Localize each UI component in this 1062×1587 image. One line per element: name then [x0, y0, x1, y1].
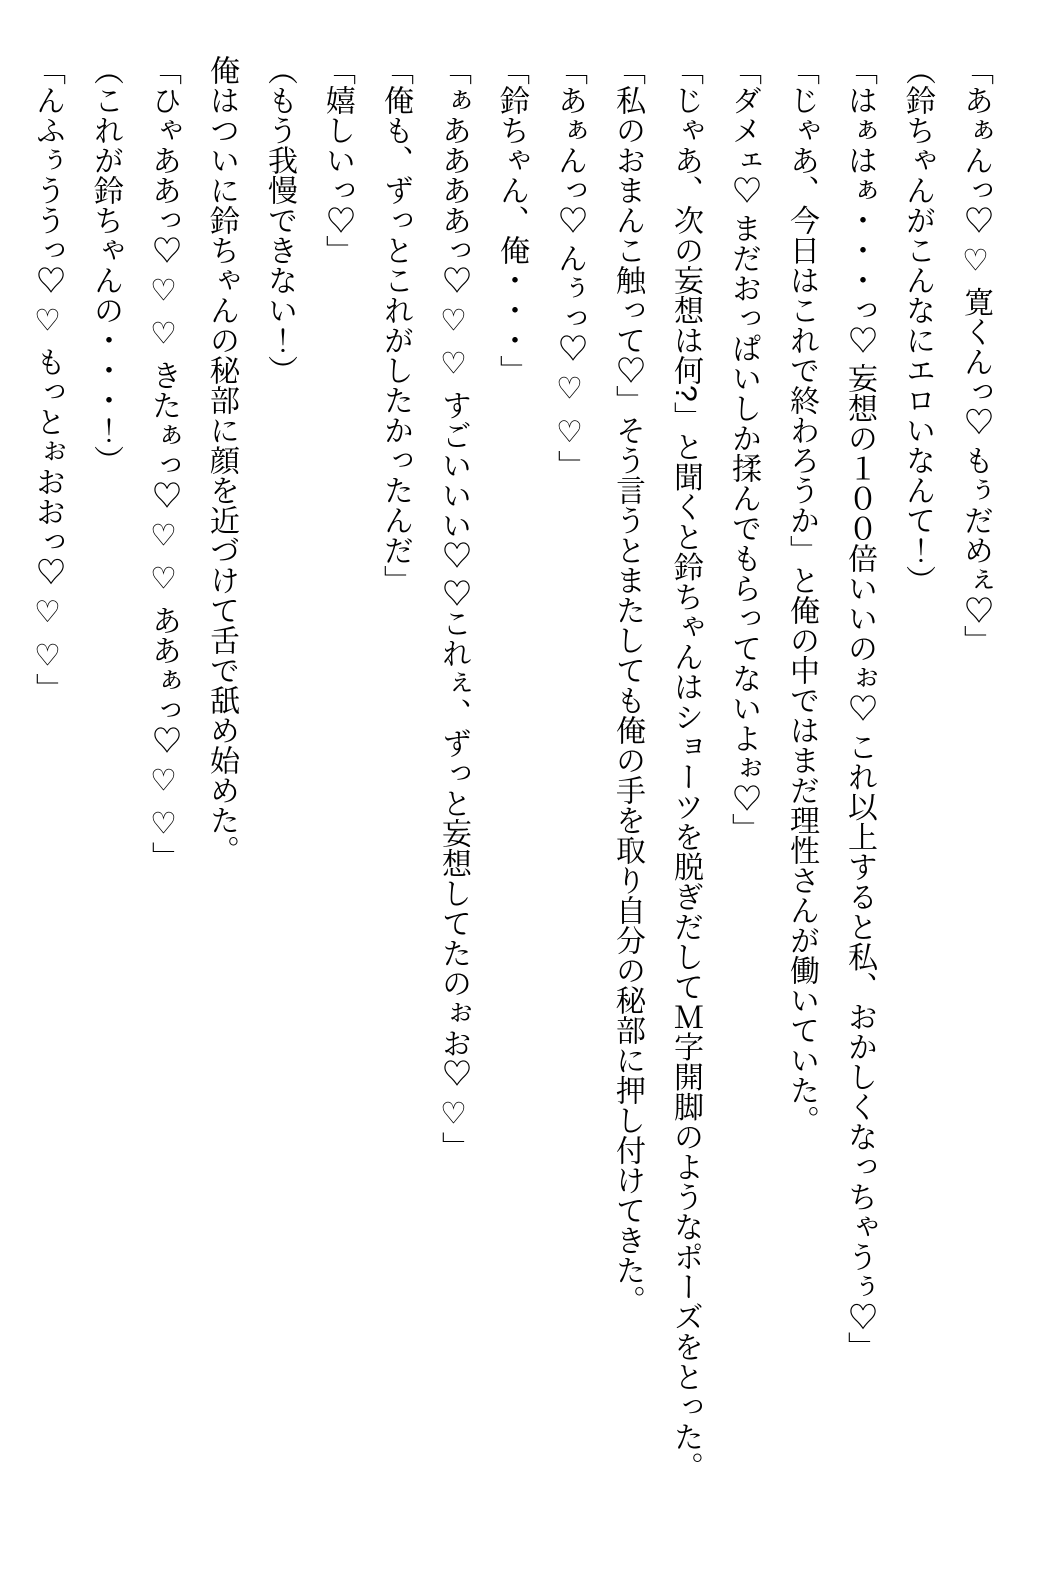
text-line: 「はぁはぁ・・・っ♡ 妄想の１００倍いいのぉ♡ これ以上すると私、おかしくなっちゃうぅ♡」 — [843, 55, 876, 1362]
text-line: 「じゃあ、次の妄想は何?」と聞くと鈴ちゃんはショーツを脱ぎだしてＭ字開脚のようなポーズをとった。 — [669, 55, 702, 1482]
text-line: 「あぁんっ♡ ♡ 寛くんっ♡ もぅだめぇ♡」 — [959, 55, 992, 656]
text-line: 「嬉しいっ♡」 — [321, 55, 354, 265]
text-line: （もう我慢できない！） — [263, 55, 296, 385]
text-line: 「ダメェ♡ まだおっぱいしか揉んでもらってないよぉ♡」 — [727, 55, 760, 844]
text-line: 「んふぅううっ♡ ♡ もっとぉおおっ♡ ♡ ♡」 — [31, 55, 64, 704]
vertical-text-block — [18, 55, 1004, 1525]
text-line: 「俺も、ずっとこれがしたかったんだ」 — [379, 55, 412, 595]
text-line: 俺はついに鈴ちゃんの秘部に顔を近づけて舌で舐め始めた。 — [205, 55, 238, 865]
text-line: 「あぁんっ♡ んぅっ♡ ♡ ♡」 — [553, 55, 586, 481]
text-line: 「ぁああああっ♡ ♡ ♡ すごいいい♡ ♡これぇ、ずっと妄想してたのぉお♡ ♡」 — [437, 55, 470, 1162]
text-line: 「ひゃああっ♡ ♡ ♡ きたぁっ♡ ♡ ♡ ああぁっ♡ ♡ ♡」 — [147, 55, 180, 872]
text-line: 「鈴ちゃん、俺・・・」 — [495, 55, 528, 385]
text-line: 「じゃあ、今日はこれで終わろうか」と俺の中ではまだ理性さんが働いていた。 — [785, 55, 818, 1135]
text-line: （鈴ちゃんがこんなにエロいなんて！） — [901, 55, 934, 595]
text-line: （これが鈴ちゃんの・・・！） — [89, 55, 122, 475]
text-line: 「私のおまんこ触って♡」そう言うとまたしても俺の手を取り自分の秘部に押し付けてきた。 — [611, 55, 644, 1315]
